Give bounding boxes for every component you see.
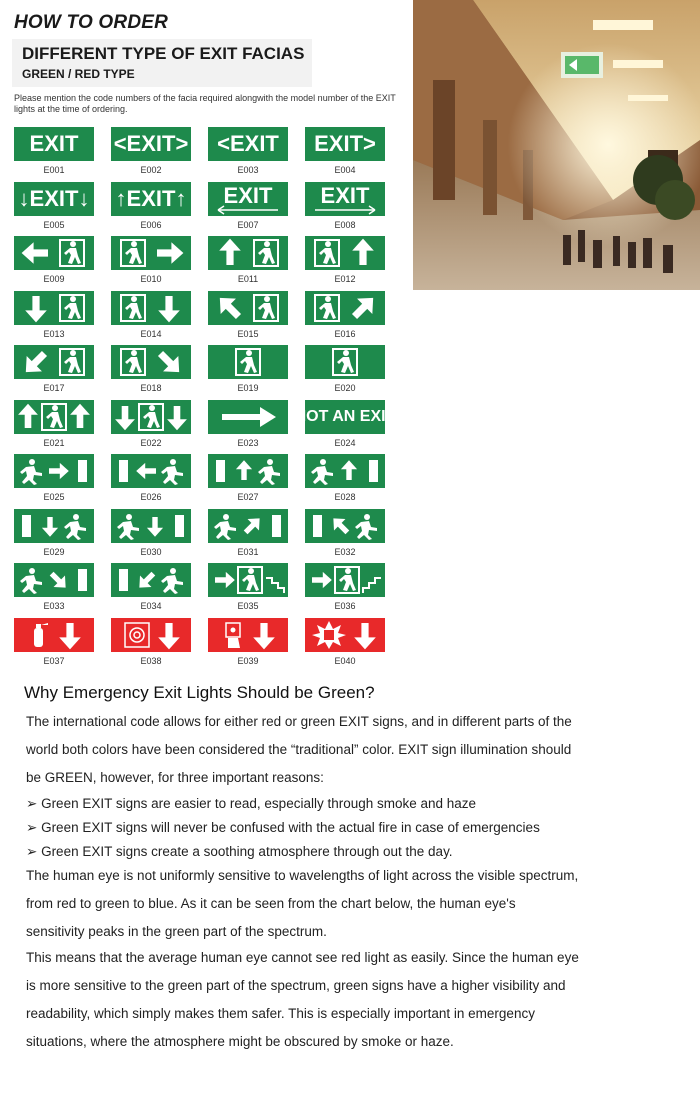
how-to-order-heading: HOW TO ORDER	[14, 12, 169, 33]
exit-sign-e032	[305, 509, 385, 543]
sign-code-label: E025	[43, 492, 65, 502]
exit-sign-pictogram-icon	[111, 563, 191, 597]
exit-sign-pictogram-icon	[14, 509, 94, 543]
exit-sign-pictogram-icon	[111, 454, 191, 488]
bullet-arrow-icon: ➢	[26, 820, 42, 835]
sign-code-label: E029	[43, 547, 65, 557]
sign-code-label: E039	[237, 656, 259, 666]
exit-sign-e003	[208, 127, 288, 161]
exit-sign-e027	[208, 454, 288, 488]
exit-sign-e031	[208, 509, 288, 543]
exit-sign-pictogram-icon	[305, 454, 385, 488]
exit-sign-e021	[14, 400, 94, 434]
sign-code-label: E037	[43, 656, 65, 666]
exit-sign-pictogram-icon	[208, 291, 288, 325]
paragraph-line: is more sensitive to the green part of the spectrum, green signs have a higher visibility and	[26, 978, 566, 993]
exit-sign-e024	[294, 400, 396, 434]
sign-code-label: E013	[43, 329, 65, 339]
exit-sign-e007	[208, 182, 288, 216]
exit-sign-e010	[111, 236, 191, 270]
exit-sign-e014	[111, 291, 191, 325]
exit-sign-e016	[305, 291, 385, 325]
exit-sign-pictogram-icon	[111, 236, 191, 270]
sign-code-label: E012	[334, 274, 356, 284]
sign-code-label: E020	[334, 383, 356, 393]
paragraph-line: The human eye is not uniformly sensitive to wavelengths of light across the visible spectrum,	[26, 868, 579, 883]
exit-sign-pictogram-icon	[14, 182, 94, 216]
sign-code-label: E011	[237, 274, 259, 284]
sign-code-label: E006	[140, 220, 162, 230]
exit-sign-pictogram-icon	[305, 236, 385, 270]
exit-sign-e019	[208, 345, 288, 379]
sign-code-label: E015	[237, 329, 259, 339]
exit-sign-e029	[14, 509, 94, 543]
ordering-instruction: Please mention the code numbers of the facia required alongwith the model number of the EXIT lights at the time of ordering.	[14, 93, 396, 114]
exit-sign-pictogram-icon	[208, 400, 288, 434]
paragraph-line: This means that the average human eye cannot see red light as easily. Since the human eye	[26, 950, 579, 965]
exit-sign-e026	[111, 454, 191, 488]
exit-sign-text: EXIT	[29, 131, 79, 156]
exit-sign-e008	[305, 182, 385, 216]
exit-sign-e012	[305, 236, 385, 270]
sign-code-label: E001	[43, 165, 65, 175]
sign-code-label: E018	[140, 383, 162, 393]
sign-code-label: E033	[43, 601, 65, 611]
paragraph-line: The international code allows for either red or green EXIT signs, and in different parts of the	[26, 714, 572, 729]
exit-sign-pictogram-icon	[14, 127, 94, 161]
exit-sign-pictogram-icon	[305, 509, 385, 543]
facias-title: DIFFERENT TYPE OF EXIT FACIAS	[22, 44, 305, 63]
sign-code-label: E002	[140, 165, 162, 175]
exit-sign-e035	[208, 563, 288, 597]
article-heading: Why Emergency Exit Lights Should be Green?	[24, 683, 375, 702]
facias-subtitle: GREEN / RED TYPE	[22, 67, 135, 81]
exit-sign-pictogram-icon	[305, 182, 385, 216]
sign-code-label: E010	[140, 274, 162, 284]
sign-code-label: E032	[334, 547, 356, 557]
paragraph-line: readability, which simply makes them safer. This is especially important in emergency	[26, 1006, 535, 1021]
bullet-arrow-icon: ➢	[26, 844, 42, 859]
exit-sign-e022	[111, 400, 191, 434]
exit-sign-e034	[111, 563, 191, 597]
exit-sign-pictogram-icon	[14, 345, 94, 379]
sign-code-label: E036	[334, 601, 356, 611]
exit-sign-e018	[111, 345, 191, 379]
sign-code-label: E021	[43, 438, 65, 448]
paragraph-line: situations, where the atmosphere might be obscured by smoke or haze.	[26, 1034, 454, 1049]
exit-sign-e005	[14, 182, 94, 216]
exit-sign-pictogram-icon	[111, 127, 191, 161]
exit-sign-text: <EXIT>	[113, 131, 189, 156]
exit-sign-pictogram-icon	[111, 400, 191, 434]
sign-code-label: E024	[334, 438, 356, 448]
exit-sign-pictogram-icon	[14, 454, 94, 488]
exit-sign-text: <EXIT	[217, 131, 279, 156]
sign-code-label: E014	[140, 329, 162, 339]
exit-sign-e036	[305, 563, 385, 597]
exit-sign-e015	[208, 291, 288, 325]
sign-code-label: E022	[140, 438, 162, 448]
exit-sign-pictogram-icon	[111, 291, 191, 325]
sign-code-label: E009	[43, 274, 65, 284]
exit-sign-pictogram-icon	[294, 400, 396, 434]
sign-code-label: E004	[334, 165, 356, 175]
sign-code-label: E030	[140, 547, 162, 557]
exit-sign-text: EXIT	[223, 183, 273, 208]
exit-sign-pictogram-icon	[208, 454, 288, 488]
bullet-arrow-icon: ➢	[26, 796, 42, 811]
sign-code-label: E027	[237, 492, 259, 502]
sign-code-label: E034	[140, 601, 162, 611]
bullet-item: ➢ Green EXIT signs will never be confused with the actual fire in case of emergencies	[26, 820, 540, 835]
exit-sign-e028	[305, 454, 385, 488]
exit-sign-e013	[14, 291, 94, 325]
sign-code-label: E007	[237, 220, 259, 230]
exit-sign-pictogram-icon	[305, 563, 385, 597]
exit-sign-text: EXIT>	[314, 131, 376, 156]
exit-sign-e017	[14, 345, 94, 379]
exit-sign-e001	[14, 127, 94, 161]
paragraph-line: world both colors have been considered the “traditional” color. EXIT sign illumination should	[26, 742, 572, 757]
exit-sign-pictogram-icon	[111, 182, 191, 216]
exit-sign-e040	[305, 618, 385, 652]
exit-sign-pictogram-icon	[208, 563, 288, 597]
exit-sign-pictogram-icon	[305, 291, 385, 325]
sign-code-label: E023	[237, 438, 259, 448]
exit-sign-pictogram-icon	[305, 127, 385, 161]
exit-sign-pictogram-icon	[14, 618, 94, 652]
paragraph-line: sensitivity peaks in the green part of the spectrum.	[26, 924, 327, 939]
exit-sign-pictogram-icon	[14, 400, 94, 434]
exit-sign-e038	[111, 618, 191, 652]
sign-code-label: E016	[334, 329, 356, 339]
exit-sign-e039	[208, 618, 288, 652]
sign-code-label: E031	[237, 547, 259, 557]
paragraph-line: from red to green to blue. As it can be seen from the chart below, the human eye's	[26, 896, 516, 911]
exit-sign-e011	[208, 236, 288, 270]
sign-code-label: E017	[43, 383, 65, 393]
sign-code-label: E019	[237, 383, 259, 393]
sign-code-label: E026	[140, 492, 162, 502]
sign-code-label: E040	[334, 656, 356, 666]
sign-code-label: E028	[334, 492, 356, 502]
exit-sign-pictogram-icon	[14, 236, 94, 270]
exit-sign-text: EXIT	[320, 183, 370, 208]
exit-sign-e037	[14, 618, 94, 652]
exit-sign-e030	[111, 509, 191, 543]
exit-sign-pictogram-icon	[111, 509, 191, 543]
sign-code-label: E005	[43, 220, 65, 230]
exit-sign-pictogram-icon	[208, 509, 288, 543]
exit-sign-pictogram-icon	[208, 618, 288, 652]
exit-sign-pictogram-icon	[111, 345, 191, 379]
exit-sign-pictogram-icon	[208, 345, 288, 379]
mall-corridor-photo	[413, 0, 700, 290]
exit-sign-pictogram-icon	[208, 182, 288, 216]
exit-sign-pictogram-icon	[111, 618, 191, 652]
sign-code-label: E035	[237, 601, 259, 611]
exit-sign-pictogram-icon	[14, 291, 94, 325]
exit-sign-text: NOT AN EXIT	[294, 408, 396, 425]
exit-sign-e033	[14, 563, 94, 597]
exit-sign-text: ↑EXIT↑	[115, 186, 187, 211]
paragraph-line: be GREEN, however, for three important reasons:	[26, 770, 324, 785]
exit-sign-e023	[208, 400, 288, 434]
exit-sign-pictogram-icon	[305, 618, 385, 652]
exit-sign-e009	[14, 236, 94, 270]
sign-code-label: E008	[334, 220, 356, 230]
exit-sign-e006	[111, 182, 191, 216]
exit-sign-pictogram-icon	[208, 236, 288, 270]
exit-sign-e020	[305, 345, 385, 379]
exit-sign-e002	[111, 127, 191, 161]
bullet-item: ➢ Green EXIT signs create a soothing atmosphere through out the day.	[26, 844, 453, 859]
bullet-item: ➢ Green EXIT signs are easier to read, especially through smoke and haze	[26, 796, 477, 811]
exit-sign-e025	[14, 454, 94, 488]
exit-sign-pictogram-icon	[14, 563, 94, 597]
sign-code-label: E003	[237, 165, 259, 175]
sign-code-label: E038	[140, 656, 162, 666]
exit-sign-pictogram-icon	[208, 127, 288, 161]
exit-sign-pictogram-icon	[305, 345, 385, 379]
exit-sign-text: ↓EXIT↓	[18, 186, 90, 211]
exit-sign-e004	[305, 127, 385, 161]
